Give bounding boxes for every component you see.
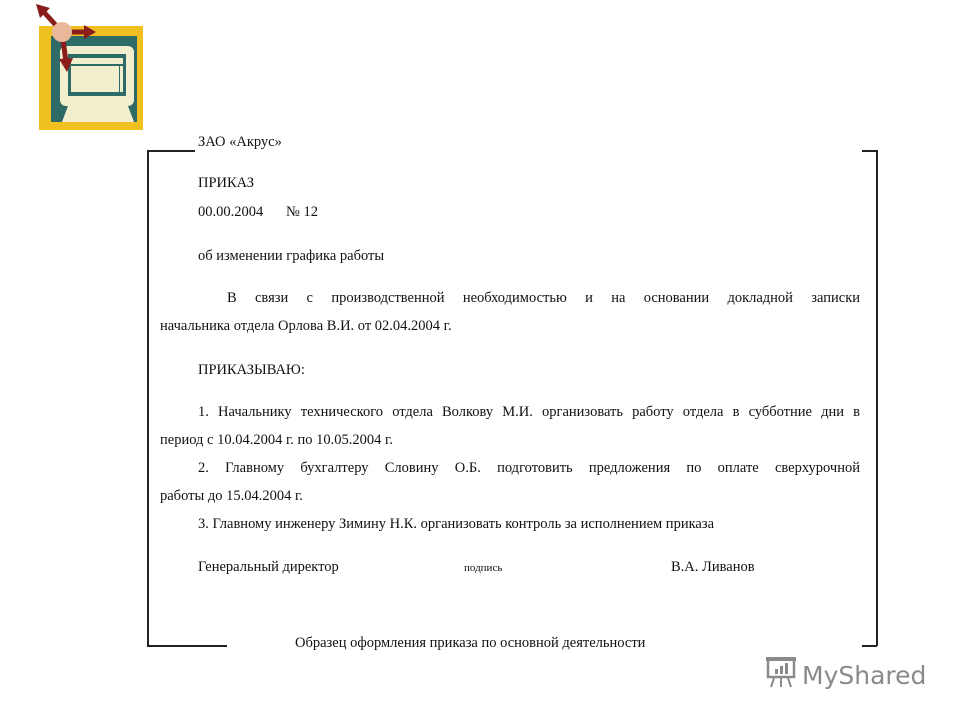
order-item-1-line-2: период с 10.04.2004 г. по 10.05.2004 г. (160, 432, 393, 448)
caption: Образец оформления приказа по основной деятельности (295, 635, 646, 651)
preamble-line-1: В связи с производственной необходимостью и на основании докладной записки (227, 290, 860, 306)
frame-right (876, 150, 878, 646)
frame-top-right (862, 150, 877, 152)
watermark (766, 656, 926, 694)
computer-monitor-arrows-icon (22, 2, 152, 132)
signature: подпись (464, 562, 503, 574)
order-item-3: 3. Главному инженеру Зимину Н.К. организовать контроль за исполнением приказа (198, 516, 715, 532)
document-date: 00.00.2004 (198, 204, 264, 220)
order-item-2-line-1: 2. Главному бухгалтеру Словину О.Б. подготовить предложения по оплате сверхурочной (198, 460, 860, 476)
order-item-2-line-2: работы до 15.04.2004 г. (160, 488, 303, 504)
frame-left (147, 150, 149, 646)
document-type: ПРИКАЗ (198, 175, 255, 191)
order-item-1-line-1: 1. Начальнику технического отдела Волкову М.И. организовать работу отдела в субботние дни в (198, 404, 860, 420)
frame-bottom-right (862, 645, 877, 647)
signer-name: В.А. Ливанов (671, 559, 755, 575)
frame-bottom-left (147, 645, 227, 647)
signer-position: Генеральный директор (198, 559, 339, 575)
frame-top-left (147, 150, 195, 152)
preamble-line-2: начальника отдела Орлова В.И. от 02.04.2004 г. (160, 318, 452, 334)
order-word: ПРИКАЗЫВАЮ: (198, 362, 305, 378)
company-name: ЗАО «Акрус» (198, 134, 282, 150)
document-subject: об изменении графика работы (198, 248, 385, 264)
document-number: № 12 (286, 204, 318, 220)
watermark-text: MyShared (802, 660, 927, 690)
presentation-chart-icon (766, 656, 796, 694)
